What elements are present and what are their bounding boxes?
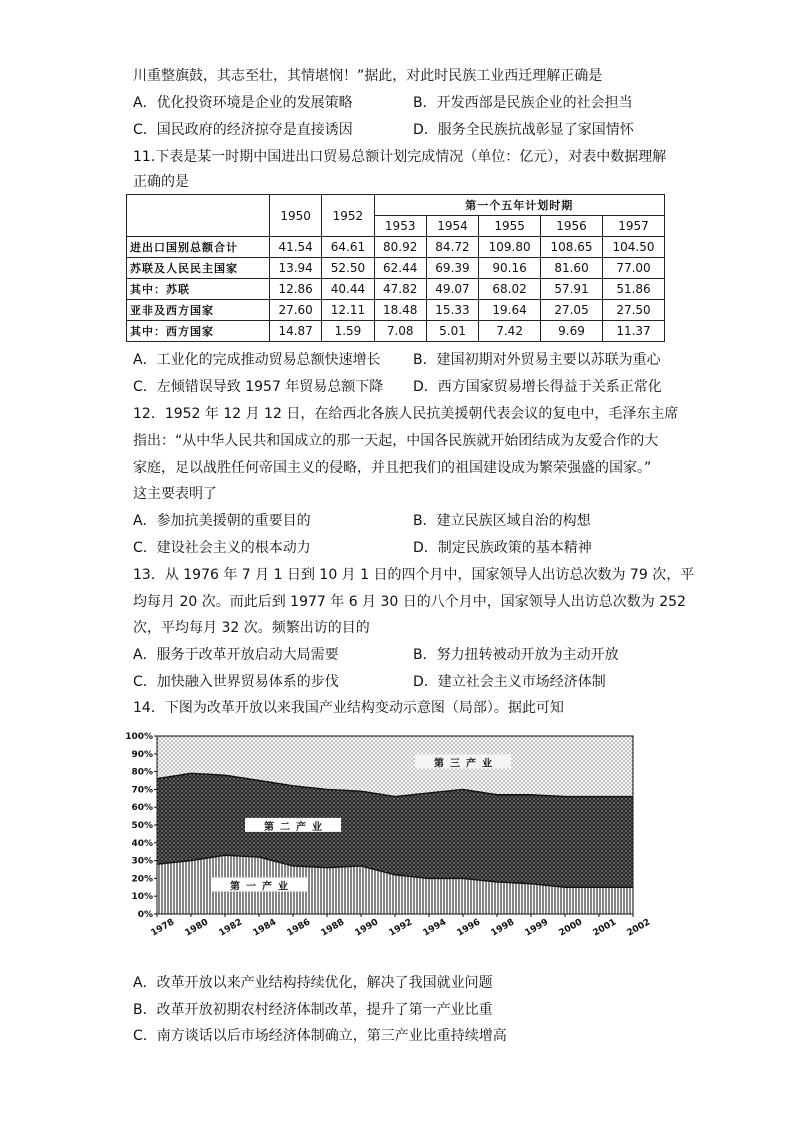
table-cell: 90.16 xyxy=(479,258,541,279)
x-tick-label: 1992 xyxy=(387,917,415,939)
table-cell: 27.05 xyxy=(541,300,603,321)
x-tick-label: 2002 xyxy=(625,917,653,939)
q11-option-d[interactable]: D．西方国家贸易增长得益于关系正常化 xyxy=(413,379,662,395)
q14-stem: 14．下图为改革开放以来我国产业结构变动示意图（局部）。据此可知 xyxy=(133,700,564,716)
table-header-row-1 xyxy=(127,195,665,216)
q13-stem-line2: 均每月 20 次。而此后到 1977 年 6 月 30 日的八个月中，国家领导人出访总次数为 252 xyxy=(133,594,686,610)
table-corner-cell xyxy=(127,195,270,237)
table-row xyxy=(127,237,665,258)
table-cell: 109.80 xyxy=(479,237,541,258)
q10-stem-tail: 川重整旗鼓，其志至壮，其情堪悯！”据此，对此时民族工业西迁理解正确是 xyxy=(133,68,603,84)
y-tick-label: 90% xyxy=(131,749,153,760)
row-label: 亚非及西方国家 xyxy=(127,300,270,321)
year-header-1956: 1956 xyxy=(541,216,603,237)
period-header: 第一个五年计划时期 xyxy=(374,195,664,216)
year-header-1955: 1955 xyxy=(479,216,541,237)
x-tick-label: 1978 xyxy=(149,917,177,939)
series-label: 第一产业 xyxy=(230,881,294,893)
table-cell: 5.01 xyxy=(426,321,478,342)
x-tick-label: 1980 xyxy=(183,917,211,939)
x-tick-label: 1999 xyxy=(523,917,551,939)
y-tick-label: 30% xyxy=(131,856,153,867)
table-cell: 1.59 xyxy=(322,321,374,342)
x-tick-label: 2000 xyxy=(557,917,585,939)
table-cell: 13.94 xyxy=(270,258,322,279)
table-cell: 27.60 xyxy=(270,300,322,321)
x-tick-label: 2001 xyxy=(591,917,619,939)
q12-option-c[interactable]: C．建设社会主义的根本动力 xyxy=(133,540,311,556)
table-cell: 7.08 xyxy=(374,321,426,342)
row-label: 苏联及人民民主国家 xyxy=(127,258,270,279)
q14-option-b[interactable]: B．改革开放初期农村经济体制改革，提升了第一产业比重 xyxy=(133,1002,493,1018)
table-cell: 11.37 xyxy=(603,321,665,342)
table-cell: 51.86 xyxy=(603,279,665,300)
table-cell: 47.82 xyxy=(374,279,426,300)
x-tick-label: 1994 xyxy=(421,917,449,939)
series-label: 第三产业 xyxy=(434,758,498,770)
y-tick-label: 20% xyxy=(131,874,153,885)
q11-stem-line2: 正确的是 xyxy=(133,174,189,190)
y-tick-label: 40% xyxy=(131,838,153,849)
y-tick-label: 100% xyxy=(125,732,153,742)
table-cell: 12.11 xyxy=(322,300,374,321)
table-cell: 15.33 xyxy=(426,300,478,321)
table-cell: 49.07 xyxy=(426,279,478,300)
q13-option-d[interactable]: D．建立社会主义市场经济体制 xyxy=(413,674,606,690)
q10-option-d[interactable]: D．服务全民族抗战彰显了家国情怀 xyxy=(413,122,634,138)
x-tick-label: 1986 xyxy=(285,917,313,939)
table-cell: 52.50 xyxy=(322,258,374,279)
q12-option-d[interactable]: D．制定民族政策的基本精神 xyxy=(413,540,592,556)
q11-option-b[interactable]: B．建国初期对外贸易主要以苏联为重心 xyxy=(413,352,661,368)
table-cell: 9.69 xyxy=(541,321,603,342)
row-label: 其中：苏联 xyxy=(127,279,270,300)
x-tick-label: 1988 xyxy=(319,917,347,939)
table-cell: 41.54 xyxy=(270,237,322,258)
table-cell: 81.60 xyxy=(541,258,603,279)
x-tick-label: 1998 xyxy=(489,917,517,939)
q13-option-b[interactable]: B．努力扭转被动开放为主动开放 xyxy=(413,647,619,663)
q13-stem-line1: 13．从 1976 年 7 月 1 日到 10 月 1 日的四个月中，国家领导人出访总次数为 79 次，平 xyxy=(133,567,695,583)
x-tick-label: 1984 xyxy=(251,917,279,939)
q10-option-c[interactable]: C．国民政府的经济掠夺是直接诱因 xyxy=(133,122,353,138)
table-cell: 57.91 xyxy=(541,279,603,300)
q14-option-c[interactable]: C．南方谈话以后市场经济体制确立，第三产业比重持续增高 xyxy=(133,1028,507,1044)
table-cell: 12.86 xyxy=(270,279,322,300)
table-row xyxy=(127,258,665,279)
trade-table xyxy=(126,194,665,342)
table-cell: 27.50 xyxy=(603,300,665,321)
y-tick-label: 0% xyxy=(137,910,153,920)
q12-stem-line1: 12．1952 年 12 月 12 日，在给西北各族人民抗美援朝代表会议的复电中，毛泽东主席 xyxy=(133,406,679,422)
table-cell: 14.87 xyxy=(270,321,322,342)
y-tick-label: 60% xyxy=(131,803,153,814)
x-tick-label: 1996 xyxy=(455,917,483,939)
y-tick-label: 80% xyxy=(131,767,153,778)
series-label: 第二产业 xyxy=(264,821,328,833)
table-cell: 80.92 xyxy=(374,237,426,258)
q12-stem-line2: 指出：“从中华人民共和国成立的那一天起，中国各民族就开始团结成为友爱合作的大 xyxy=(133,433,659,449)
year-header-1954: 1954 xyxy=(426,216,478,237)
q10-option-b[interactable]: B．开发西部是民族企业的社会担当 xyxy=(413,95,633,111)
year-header-1950: 1950 xyxy=(270,195,322,237)
table-cell: 104.50 xyxy=(603,237,665,258)
table-cell: 64.61 xyxy=(322,237,374,258)
q11-stem-line1: 11.下表是某一时期中国进出口贸易总额计划完成情况（单位：亿元），对表中数据理解 xyxy=(133,149,667,165)
q13-option-c[interactable]: C．加快融入世界贸易体系的步伐 xyxy=(133,674,339,690)
q14-option-a[interactable]: A．改革开放以来产业结构持续优化，解决了我国就业问题 xyxy=(133,975,493,991)
industry-structure-chart xyxy=(125,730,653,960)
table-cell: 19.64 xyxy=(479,300,541,321)
q12-stem-line3: 家庭，足以战胜任何帝国主义的侵略，并且把我们的祖国建设成为繁荣强盛的国家。” xyxy=(133,460,652,476)
q12-option-b[interactable]: B．建立民族区域自治的构想 xyxy=(413,513,591,529)
q12-option-a[interactable]: A．参加抗美援朝的重要目的 xyxy=(133,513,311,529)
year-header-1957: 1957 xyxy=(603,216,665,237)
x-tick-label: 1982 xyxy=(217,917,245,939)
row-label: 其中：西方国家 xyxy=(127,321,270,342)
table-cell: 77.00 xyxy=(603,258,665,279)
q11-option-a[interactable]: A．工业化的完成推动贸易总额快速增长 xyxy=(133,352,381,368)
q12-stem-line4: 这主要表明了 xyxy=(133,486,217,502)
table-row xyxy=(127,279,665,300)
y-tick-label: 50% xyxy=(131,821,153,831)
industry-structure-chart-svg xyxy=(125,730,653,960)
y-tick-label: 70% xyxy=(131,785,153,796)
x-tick-label: 1990 xyxy=(353,917,381,939)
year-header-1952: 1952 xyxy=(322,195,374,237)
table-cell: 69.39 xyxy=(426,258,478,279)
table-cell: 108.65 xyxy=(541,237,603,258)
table-cell: 84.72 xyxy=(426,237,478,258)
table-row xyxy=(127,300,665,321)
table-cell: 7.42 xyxy=(479,321,541,342)
y-tick-label: 10% xyxy=(131,892,153,903)
q13-stem-line3: 次，平均每月 32 次。频繁出访的目的 xyxy=(133,620,370,636)
q13-option-a[interactable]: A．服务于改革开放启动大局需要 xyxy=(133,647,339,663)
row-label: 进出口国别总额合计 xyxy=(127,237,270,258)
q10-option-a[interactable]: A．优化投资环境是企业的发展策略 xyxy=(133,95,353,111)
year-header-1953: 1953 xyxy=(374,216,426,237)
table-cell: 62.44 xyxy=(374,258,426,279)
table-cell: 18.48 xyxy=(374,300,426,321)
table-row xyxy=(127,321,665,342)
q11-option-c[interactable]: C．左倾错误导致 1957 年贸易总额下降 xyxy=(133,379,384,395)
table-cell: 40.44 xyxy=(322,279,374,300)
table-cell: 68.02 xyxy=(479,279,541,300)
